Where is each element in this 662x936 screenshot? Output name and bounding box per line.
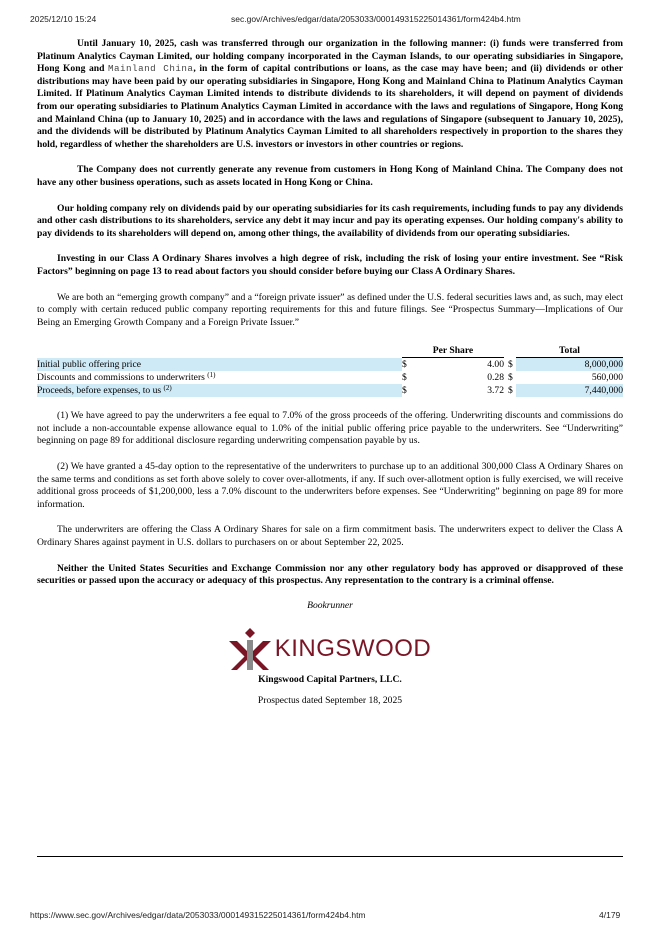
per-share-value: 4.00 (487, 359, 504, 371)
emerging-growth-paragraph: We are both an “emerging growth company” and a “foreign private issuer” as defined under the U.S. federal securities laws and, as such, may elect to comply with certain reduced public company reporting requirements for this and future filings. See “Prospectus Summary—Implications of Our Being an Emerging Growth Company and a Foreign Private Issuer.” (37, 291, 623, 328)
prospectus-date: Prospectus dated September 18, 2025 (257, 695, 403, 706)
offering-price-table (37, 343, 623, 397)
revenue-paragraph: The Company does not currently generate any revenue from customers in Hong Kong of Mainland China. The Company does not have any other business operations, such as assets located in Hong Kong or China. (37, 164, 623, 188)
risk-paragraph: Investing in our Class A Ordinary Shares involves a high degree of risk, including the risk of losing your entire investment. See “Risk Factors” beginning on page 13 to read about factors you should consider before buying our Class A Ordinary Shares. (37, 253, 623, 277)
browser-print-url: sec.gov/Archives/edgar/data/2053033/000149315225014361/form424b4.htm (231, 14, 521, 24)
prospectus-cover-page (37, 38, 623, 708)
row-label: Discounts and commissions to underwriters $^{(1)}$ (37, 371, 216, 384)
firm-name: Kingswood Capital Partners, LLC. (258, 674, 402, 686)
firm-commitment-paragraph: The underwriters are offering the Class A Ordinary Shares for sale on a firm commitment basis. The underwriters expect to deliver the Class A Ordinary Shares against payment in U.S. dollars to purchasers on or about September 22, 2025. (37, 524, 623, 549)
footnote-2: (2) We have granted a 45-day option to the representative of the underwriters to purchase up to an additional 300,000 Class A Ordinary Shares on the same terms and conditions as set forth above solely to cover over-allotments, if any. If such over-allotment option is fully exercised, we will receive additional gross proceeds of $1,200,000, less a 7.0% discount to the underwriters before expenses. See “Underwriting” beginning on page 89 for more information. (37, 461, 623, 510)
kingswood-logo (37, 628, 623, 670)
table-row: Initial public offering price $ 4.00 $ 8,000,000 (37, 359, 623, 371)
dividends-paragraph: Our holding company rely on dividends paid by our operating subsidiaries for its cash requirements, including funds to pay any dividends and other cash distributions to its shareholders, service any debt it may incur and pay its operating expenses. Our holding company's ability to pay dividends to its shareholders will depend on, among other things, the availability of dividends from our operating subsidiaries. (37, 202, 623, 239)
per-share-value: 0.28 (487, 372, 504, 384)
per-share-value: 3.72 (487, 385, 504, 397)
footnote-1: (1) We have agreed to pay the underwriters a fee equal to 7.0% of the gross proceeds of the offering. Underwriting discounts and commissions do not include a non-accountable expense allowance equal to 1.0% of the initial public offering price payable to the underwriters. See “Underwriting” beginning on page 89 for additional disclosure regarding underwriting compensation payable by us. (37, 410, 623, 447)
table-row: Proceeds, before expenses, to us $^{(2)}$ $ 3.72 $ 7,440,000 (37, 384, 623, 397)
sec-disclaimer-paragraph: Neither the United States Securities and Exchange Commission nor any other regulatory body has approved or disapproved of these securities or passed upon the accuracy or adequacy of this prospectus. Any representation to the contrary is a criminal offense. (37, 562, 623, 587)
browser-print-datetime: 2025/12/10 15:24 (30, 14, 97, 24)
total-value: 560,000 (591, 372, 623, 384)
table-row: Discounts and commissions to underwriters $^{(1)}$ $ 0.28 $ 560,000 (37, 371, 623, 384)
bookrunner-label: Bookrunner (307, 599, 353, 611)
row-label: Initial public offering price (37, 358, 402, 372)
cash-transfer-paragraph: Until January 10, 2025, cash was transferred through our organization in the following manner: (i) funds were transferred from Platinum Analytics Cayman Limited, our holding company incorporated in the Cayman Islands, to our operating subsidiaries in Singapore, Hong Kong and Mainland China, in the form of capital contributions or loans, as the case may have been; and (ii) dividends or other distributions may have been paid by our operating subsidiaries in Singapore, Hong Kong and Mainland China to Platinum Analytics Cayman Limited. If Platinum Analytics Cayman Limited intends to distribute dividends to its shareholders, it will depend on payment of dividends from our operating subsidiaries to Platinum Analytics Cayman Limited in accordance with the laws and regulations of Singapore, Hong Kong and Mainland China (up to January 10, 2025) and in accordance with the laws and regulations of Singapore (subsequent to January 10, 2025), and the dividends will be distributed by Platinum Analytics Cayman Limited to all shareholders respectively in proportion to the shares they hold, regardless of whether the shareholders are U.S. investors or investors in other countries or regions. (37, 38, 623, 150)
bottom-divider (37, 856, 623, 857)
total-value: 7,440,000 (528, 384, 623, 397)
per-share-header: Per Share (402, 343, 504, 358)
browser-print-page-number: 4/179 (599, 910, 621, 920)
kingswood-wordmark: KINGSWOOD (274, 635, 432, 663)
total-value: 8,000,000 (528, 358, 623, 372)
browser-print-footer-url: https://www.sec.gov/Archives/edgar/data/2053033/000149315225014361/form424b4.htm (30, 910, 366, 920)
total-header: Total (516, 343, 623, 358)
row-label: Proceeds, before expenses, to us $^{(2)}$ (37, 384, 402, 397)
kingswood-emblem-icon (229, 628, 271, 670)
